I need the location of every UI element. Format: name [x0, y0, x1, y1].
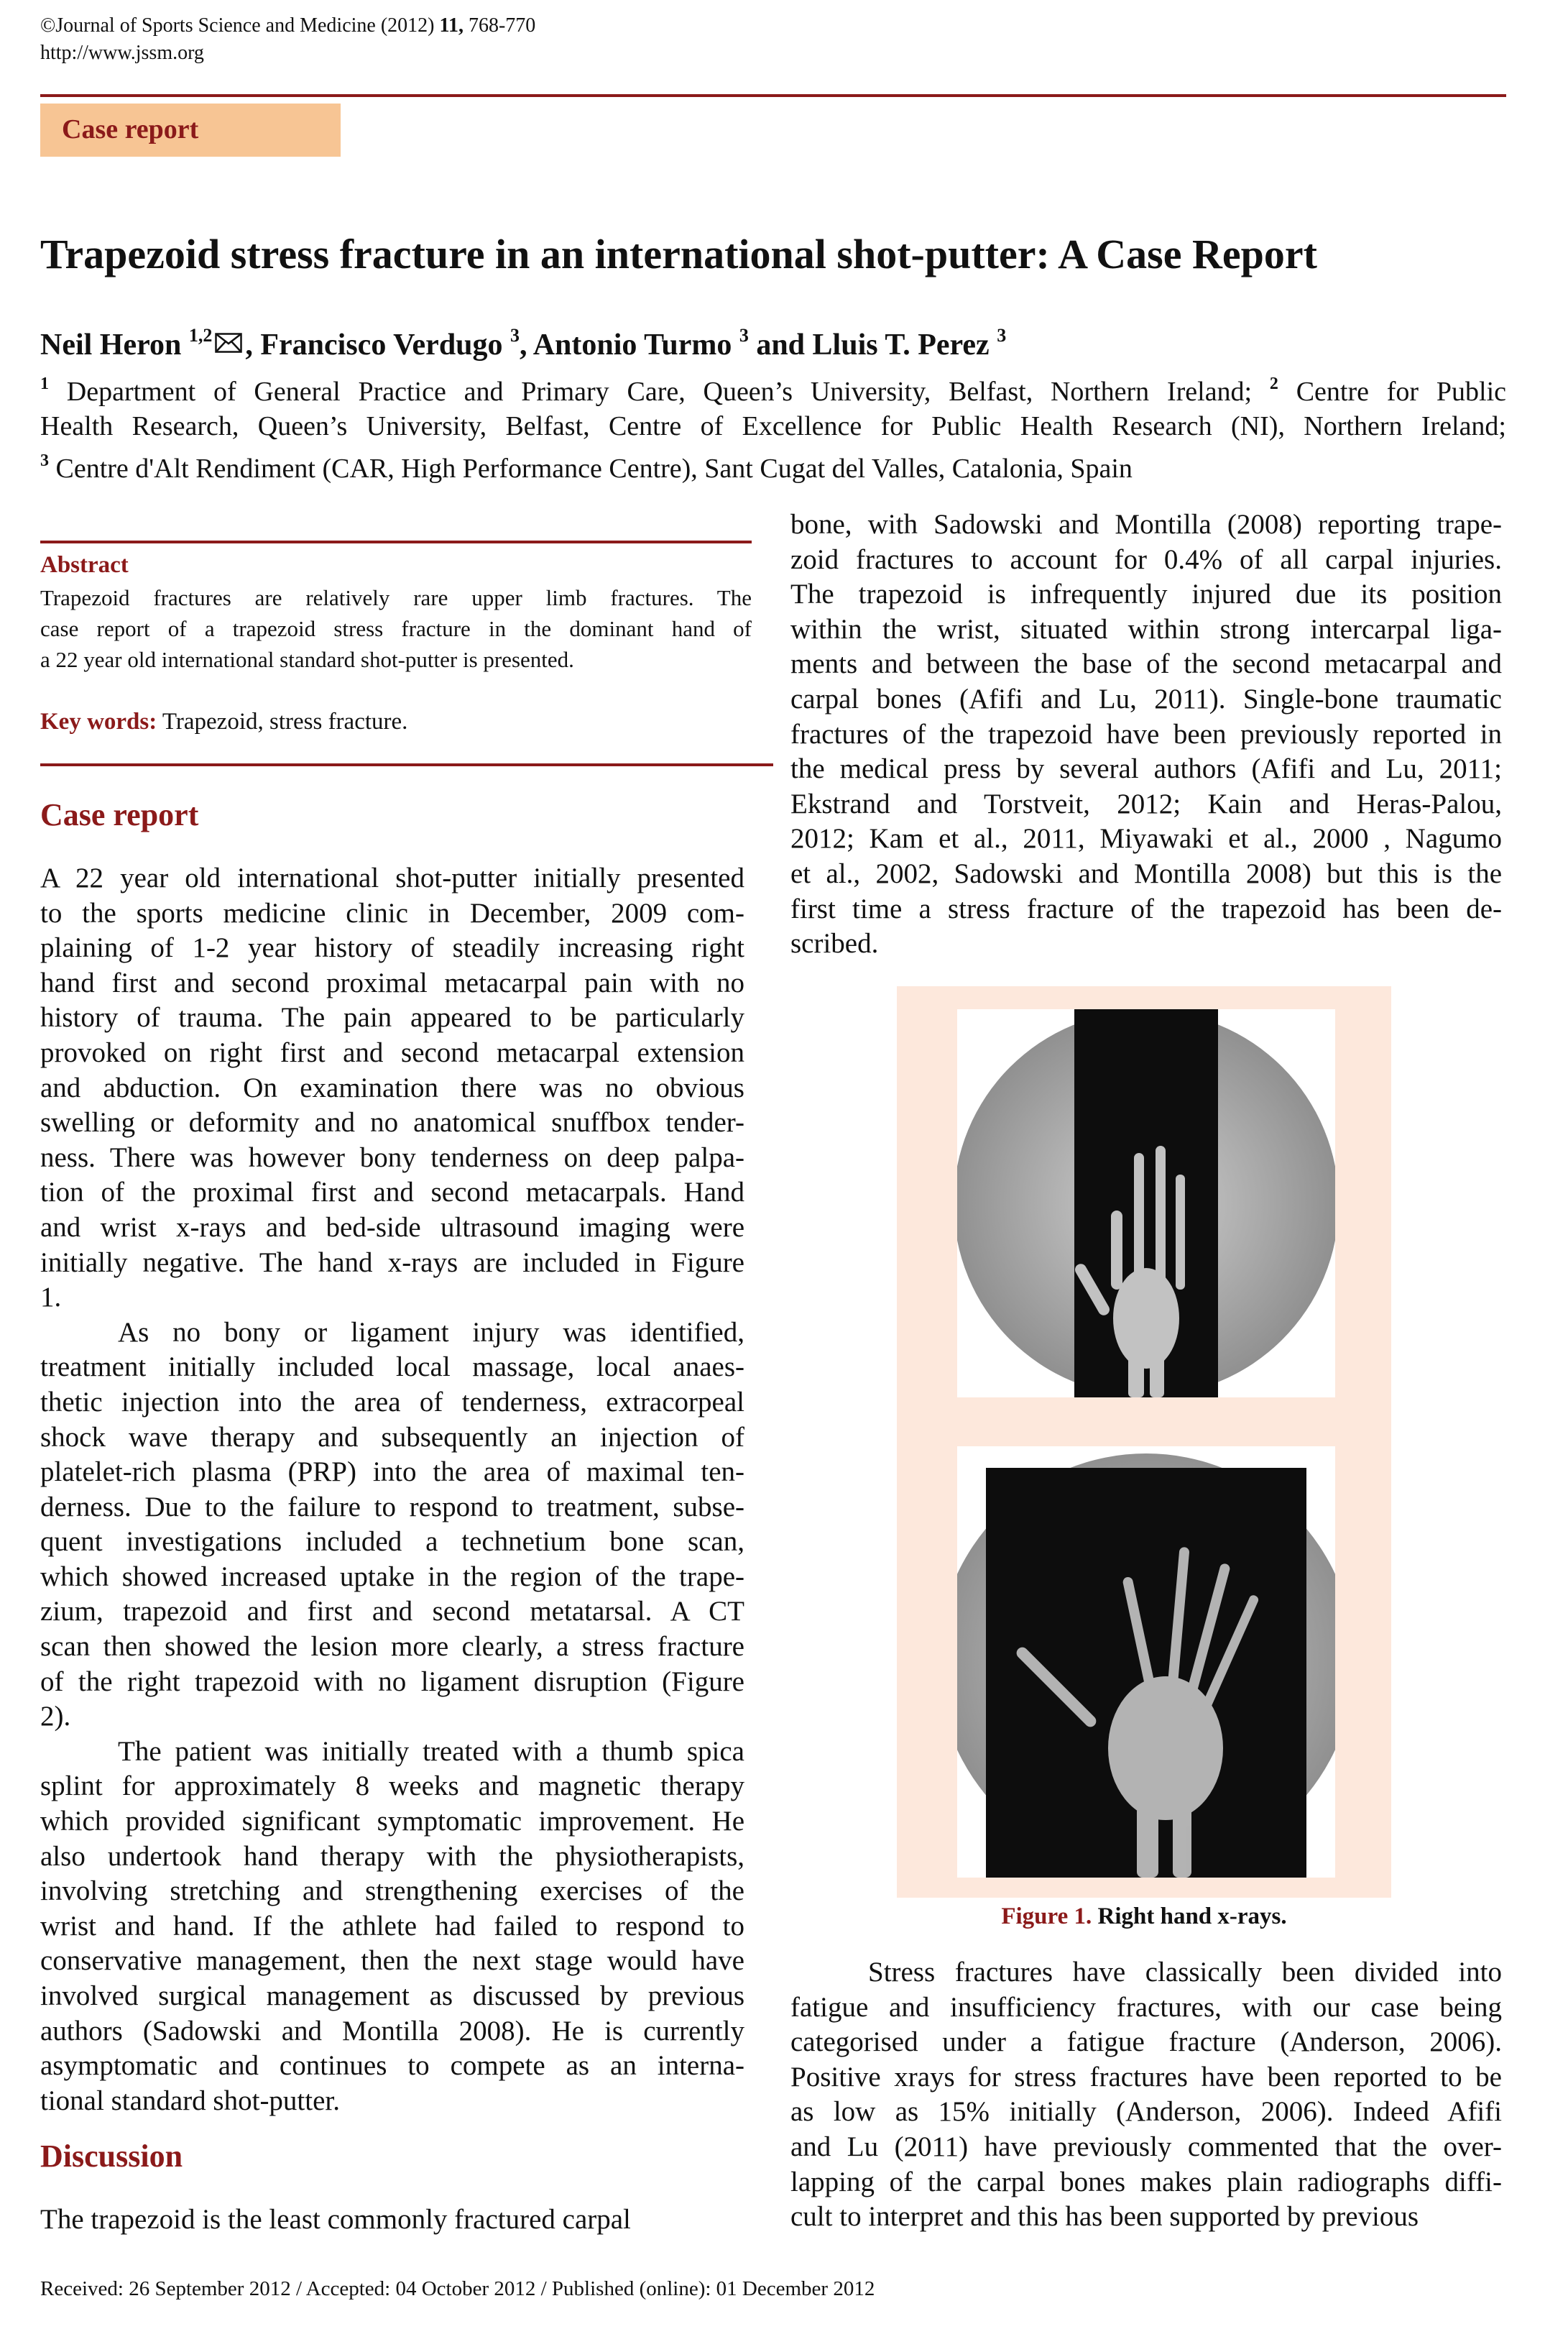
- case-report-line: history of trauma. The pain appeared to be particularly: [40, 1002, 744, 1034]
- abstract-line: Trapezoid fractures are relatively rare upper limb fractures. The: [40, 585, 752, 610]
- case-report-line: A 22 year old international shot-putter initially presented: [40, 863, 744, 894]
- body-line: Stress fractures have classically been divided into: [868, 1957, 1502, 1988]
- body-line: bone, with Sadowski and Montilla (2008) reporting trape-: [790, 509, 1502, 540]
- journal-volume: 11,: [439, 14, 464, 37]
- case-report-line: and wrist x-rays and bed-side ultrasound imaging were: [40, 1211, 744, 1243]
- figure-caption: [897, 1903, 1391, 1930]
- case-report-line: provoked on right first and second metacarpal extension: [40, 1037, 744, 1068]
- case-report-line: asymptomatic and continues to compete as an interna-: [40, 2050, 744, 2082]
- abstract-bottom-divider: [40, 763, 773, 766]
- case-report-line: involving stretching and strengthening exercises of the: [40, 1875, 744, 1907]
- discussion-heading: Discussion: [40, 2139, 183, 2174]
- keywords-label: Key words:: [40, 709, 157, 735]
- body-line: zoid fractures to account for 0.4% of all carpal injuries.: [790, 543, 1502, 575]
- journal-pages: 768-770: [463, 14, 536, 37]
- affiliation-line: Health Research, Queen’s University, Belfast, Centre of Excellence for Public Health Research (NI), Northern Ireland;: [40, 411, 1506, 441]
- case-report-line: quent investigations included a technetium bone scan,: [40, 1526, 744, 1558]
- discussion-line: The trapezoid is the least commonly fractured carpal: [40, 2204, 631, 2235]
- case-report-line: The patient was initially treated with a thumb spica: [118, 1735, 744, 1767]
- figure-label: Figure 1.: [1001, 1903, 1092, 1929]
- discussion-body: [40, 2202, 744, 2238]
- body-line: fractures of the trapezoid have been previously reported in: [790, 718, 1502, 750]
- envelope-icon[interactable]: [215, 333, 242, 353]
- author-3: , Antonio Turmo: [520, 329, 739, 362]
- body-line: carpal bones (Afifi and Lu, 2011). Single-bone traumatic: [790, 683, 1502, 715]
- abstract-heading: Abstract: [40, 552, 129, 578]
- case-report-line: authors (Sadowski and Montilla 2008). He is currently: [40, 2015, 744, 2047]
- author-4: and Lluis T. Perez: [748, 329, 997, 362]
- affiliations: [40, 367, 1506, 486]
- author-2: , Francisco Verdugo: [245, 329, 511, 362]
- author-1: Neil Heron: [40, 329, 189, 362]
- case-report-line: 2).: [40, 1701, 71, 1732]
- case-report-line: which provided significant symptomatic improvement. He: [40, 1806, 744, 1837]
- hand-xray-icon: [957, 1446, 1335, 1878]
- journal-citation: [40, 12, 535, 40]
- body-line: ments and between the base of the second metacarpal and: [790, 648, 1502, 680]
- body-line: the medical press by several authors (Afifi and Lu, 2011;: [790, 753, 1502, 785]
- body-line: lapping of the carpal bones makes plain radiographs diffi-: [790, 2166, 1502, 2197]
- case-report-line: tion of the proximal first and second metacarpals. Hand: [40, 1177, 744, 1208]
- case-report-line: treatment initially included local massage, local anaes-: [40, 1351, 744, 1383]
- case-report-line: also undertook hand therapy with the physiotherapists,: [40, 1840, 744, 1872]
- author-1-affil: 1,2: [188, 325, 213, 346]
- case-report-line: hand first and second proximal metacarpal pain with no: [40, 967, 744, 998]
- case-report-line: plaining of 1-2 year history of steadily increasing right: [40, 932, 744, 964]
- body-line: within the wrist, situated within strong intercarpal liga-: [790, 613, 1502, 645]
- case-report-line: shock wave therapy and subsequently an injection of: [40, 1421, 744, 1453]
- case-report-heading: Case report: [40, 797, 199, 832]
- case-report-line: As no bony or ligament injury was identified,: [118, 1316, 744, 1348]
- author-list: [40, 325, 1006, 362]
- case-report-line: which showed increased uptake in the region of the trape-: [40, 1561, 744, 1592]
- journal-prefix: ©Journal of Sports Science and Medicine (2012): [40, 14, 440, 37]
- affil-mark-2: 2: [1269, 375, 1278, 393]
- case-report-line: involved surgical management as discussed by previous: [40, 1980, 744, 2011]
- body-line: cult to interpret and this has been supported by previous: [790, 2201, 1419, 2233]
- body-line: The trapezoid is infrequently injured due its position: [790, 579, 1502, 610]
- keywords-value: Trapezoid, stress fracture.: [157, 709, 408, 735]
- abstract-top-divider: [40, 541, 752, 543]
- case-report-line: platelet-rich plasma (PRP) into the area of maximal ten-: [40, 1456, 744, 1488]
- case-report-body: [40, 861, 744, 2118]
- body-line: fatigue and insufficiency fractures, with our case being: [790, 1991, 1502, 2023]
- body-line: et al., 2002, Sadowski and Montilla 2008) but this is the: [790, 858, 1502, 889]
- case-report-line: tional standard shot-putter.: [40, 2085, 341, 2116]
- body-line: 2012; Kam et al., 2011, Miyawaki et al., 2000 , Nagumo: [790, 823, 1502, 855]
- figure-1: [897, 986, 1391, 1898]
- abstract-line: case report of a trapezoid stress fracture in the dominant hand of: [40, 616, 752, 641]
- header-divider: [40, 94, 1506, 97]
- right-column-text-2: [790, 1955, 1502, 2235]
- case-report-line: 1.: [40, 1282, 62, 1313]
- body-line: as low as 15% initially (Anderson, 2006). Indeed Afifi: [790, 2096, 1502, 2128]
- author-3-affil: 3: [739, 325, 749, 346]
- abstract-line: a 22 year old international standard shot-putter is presented.: [40, 647, 574, 672]
- case-report-line: swelling or deformity and no anatomical snuffbox tender-: [40, 1107, 744, 1139]
- body-line: first time a stress fracture of the trapezoid has been de-: [790, 893, 1502, 924]
- case-report-line: initially negative. The hand x-rays are included in Figure: [40, 1246, 744, 1278]
- right-column-text: [790, 507, 1502, 962]
- journal-url[interactable]: http://www.jssm.org: [40, 42, 204, 64]
- case-report-line: conservative management, then the next stage would have: [40, 1945, 744, 1977]
- affil-mark-1: 1: [40, 375, 49, 393]
- body-line: scribed.: [790, 928, 879, 960]
- case-report-line: wrist and hand. If the athlete had failed to respond to: [40, 1910, 744, 1942]
- case-report-line: splint for approximately 8 weeks and magnetic therapy: [40, 1770, 744, 1802]
- case-report-line: and abduction. On examination there was no obvious: [40, 1072, 744, 1103]
- affiliation-2a: Centre for Public: [1278, 377, 1506, 407]
- xray-image-2: [957, 1446, 1335, 1878]
- case-report-line: scan then showed the lesion more clearly, a stress fracture: [40, 1631, 744, 1663]
- body-line: categorised under a fatigue fracture (Anderson, 2006).: [790, 2026, 1502, 2058]
- case-report-line: thetic injection into the area of tenderness, extracorpeal: [40, 1386, 744, 1418]
- affiliation-line: [40, 367, 1506, 409]
- case-report-line: of the right trapezoid with no ligament disruption (Figure: [40, 1666, 744, 1697]
- author-4-affil: 3: [997, 325, 1007, 346]
- body-line: Ekstrand and Torstveit, 2012; Kain and Heras-Palou,: [790, 788, 1502, 819]
- affiliation-3: Centre d'Alt Rendiment (CAR, High Performance Centre), Sant Cugat del Valles, Catalonia, Spain: [49, 454, 1133, 484]
- author-2-affil: 3: [510, 325, 520, 346]
- affil-mark-3: 3: [40, 451, 49, 470]
- hand-xray-icon: [957, 1009, 1335, 1397]
- keywords: [40, 709, 407, 735]
- article-type-label: Case report: [62, 114, 199, 144]
- publication-dates: Received: 26 September 2012 / Accepted: 04 October 2012 / Published (online): 01 December 2012: [40, 2277, 875, 2300]
- article-title: Trapezoid stress fracture in an international shot-putter: A Case Report: [40, 231, 1317, 277]
- case-report-line: zium, trapezoid and first and second metatarsal. A CT: [40, 1596, 744, 1627]
- xray-image-1: [957, 1009, 1335, 1397]
- case-report-line: derness. Due to the failure to respond to treatment, subse-: [40, 1491, 744, 1522]
- case-report-line: to the sports medicine clinic in December, 2009 com-: [40, 897, 744, 929]
- figure-caption-text: Right hand x-rays.: [1092, 1903, 1287, 1929]
- abstract-text: [40, 582, 752, 675]
- body-line: Positive xrays for stress fractures have been reported to be: [790, 2061, 1502, 2093]
- article-type-tab: [40, 104, 341, 157]
- affiliation-line: [40, 444, 1506, 486]
- case-report-line: ness. There was however bony tenderness on deep palpa-: [40, 1141, 744, 1173]
- affiliation-1: Department of General Practice and Primary Care, Queen’s University, Belfast, Northern Ireland;: [49, 377, 1270, 407]
- body-line: and Lu (2011) have previously commented that the over-: [790, 2131, 1502, 2162]
